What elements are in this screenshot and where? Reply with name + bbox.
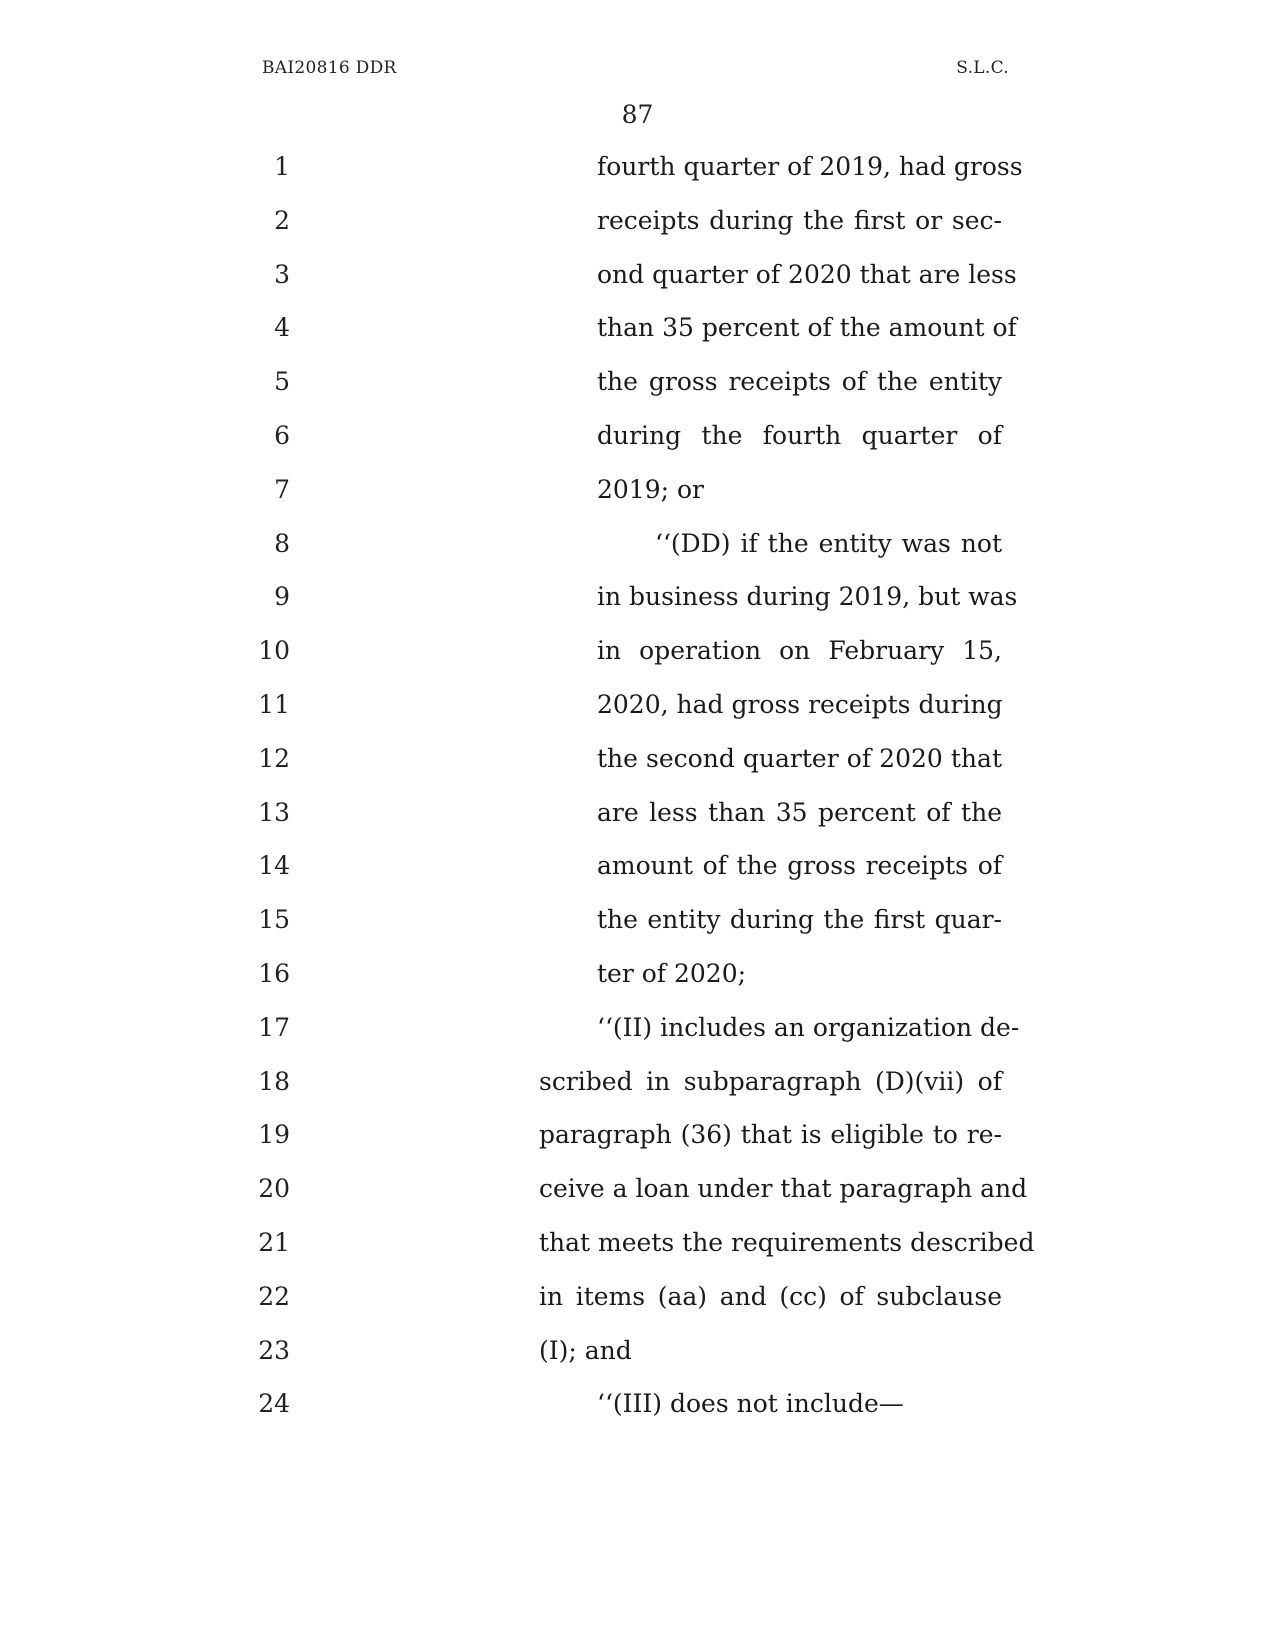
text-line [0,301,1275,355]
page-number: 87 [621,100,654,129]
line-text: ‘‘(DD) if the entity was not [655,528,1002,558]
text-line [0,947,1275,1001]
text-line [0,786,1275,840]
line-number: 19 [258,1120,290,1150]
line-number: 9 [274,582,290,612]
line-text: ond quarter of 2020 that are less [597,259,1017,289]
line-number: 23 [258,1335,290,1365]
line-number: 17 [258,1012,290,1042]
line-number: 22 [258,1281,290,1311]
line-text: fourth quarter of 2019, had gross [597,152,1023,181]
line-number: 1 [274,152,290,181]
text-line [0,1055,1275,1109]
line-number: 6 [274,420,290,450]
text-line [0,194,1275,248]
text-line [0,1270,1275,1324]
line-number: 20 [258,1174,290,1204]
line-number: 21 [258,1227,290,1257]
text-line [0,463,1275,517]
text-line [0,1377,1275,1431]
line-number: 2 [274,205,290,235]
text-line [0,1162,1275,1216]
text-line [0,140,1275,194]
line-number: 4 [274,313,290,343]
text-line [0,624,1275,678]
text-line [0,1001,1275,1055]
line-number: 15 [258,905,290,935]
line-number: 24 [258,1389,290,1419]
text-line [0,517,1275,571]
line-number: 3 [274,259,290,289]
line-number: 18 [258,1066,290,1096]
line-text: ‘‘(II) includes an organization de- [597,1012,1020,1042]
line-text: the entity during the first quar- [597,905,1002,935]
line-text: than 35 percent of the amount of [597,313,1017,343]
line-text: ‘‘(III) does not include— [597,1389,904,1419]
line-text: in operation on February 15, [597,636,1002,666]
line-number: 10 [258,636,290,666]
line-number: 16 [258,958,290,988]
line-text: amount of the gross receipts of [597,851,1002,881]
line-text: (I); and [539,1335,632,1365]
line-text: the gross receipts of the entity [597,367,1002,397]
text-line [0,1108,1275,1162]
line-text: in items (aa) and (cc) of subclause [539,1281,1002,1311]
document-body [0,140,1275,1431]
text-line [0,570,1275,624]
text-line [0,839,1275,893]
line-number: 5 [274,367,290,397]
document-id: BAI20816 DDR [262,58,397,78]
line-text: 2019; or [597,474,704,504]
text-line [0,248,1275,302]
line-number: 14 [258,851,290,881]
line-text: paragraph (36) that is eligible to re- [539,1120,1002,1150]
text-line [0,1324,1275,1378]
text-line [0,409,1275,463]
line-number: 11 [258,689,290,719]
line-text: scribed in subparagraph (D)(vii) of [539,1066,1002,1096]
text-line [0,678,1275,732]
line-text: during the fourth quarter of [597,420,1002,450]
line-number: 7 [274,474,290,504]
line-number: 8 [274,528,290,558]
line-text: the second quarter of 2020 that [597,743,1002,773]
text-line [0,355,1275,409]
text-line [0,732,1275,786]
line-text: receipts during the first or sec- [597,205,1002,235]
line-text: 2020, had gross receipts during [597,689,1003,719]
line-number: 13 [258,797,290,827]
slc-label: S.L.C. [956,58,1009,78]
line-number: 12 [258,743,290,773]
text-line [0,1216,1275,1270]
text-line [0,893,1275,947]
line-text: in business during 2019, but was [597,582,1018,612]
line-text: ceive a loan under that paragraph and [539,1174,1028,1204]
line-text: ter of 2020; [597,958,747,988]
line-text: that meets the requirements described [539,1227,1035,1257]
line-text: are less than 35 percent of the [597,797,1002,827]
